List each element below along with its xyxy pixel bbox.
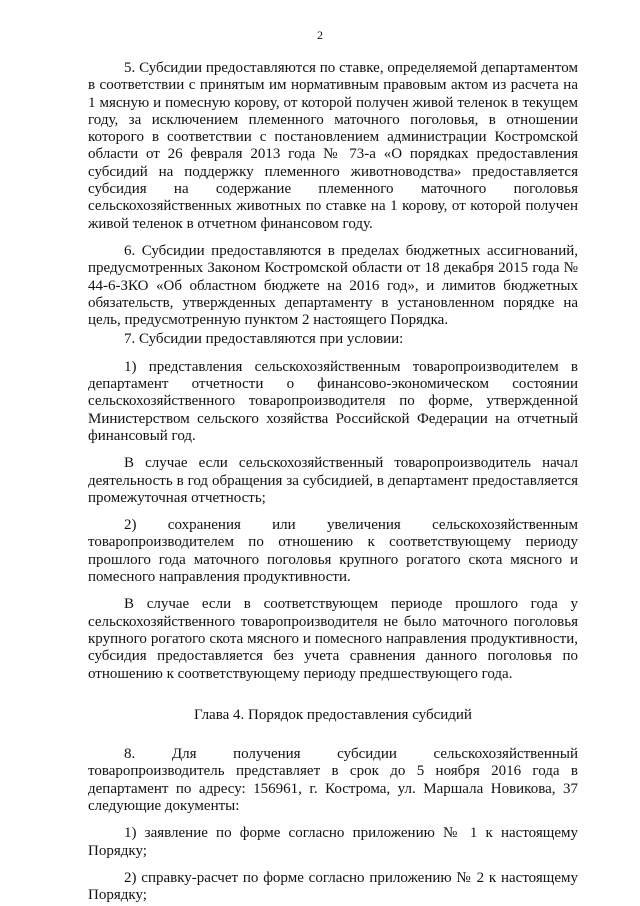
document-item-1: 1) заявление по форме согласно приложению № 1 к настоящему Порядку; <box>88 825 578 859</box>
condition-2: 2) сохранения или увеличения сельскохозяйственным товаропроизводителем по отношению к соответствующему периоду прошлого года маточного поголовья крупного рогатого скота мясного и помесного направления продуктивности. <box>88 517 578 586</box>
page-number: 2 <box>317 28 323 42</box>
condition-2-note: В случае если в соответствующем периоде прошлого года у сельскохозяйственного товаропроизводителя не было маточного поголовья крупного рогатого скота мясного и помесного направления продуктивности, субсидия предоставляется без учета сравнения данного поголовья по отношению к соответствующему периоду предшествующего года. <box>88 596 578 682</box>
condition-1: 1) представления сельскохозяйственным товаропроизводителем в департамент отчетности о финансово-экономическом состоянии сельскохозяйственного товаропроизводителя по форме, утвержденной Министерством сельского хозяйства Российской Федерации на отчетный финансовый год. <box>88 358 578 444</box>
document-body <box>88 60 578 906</box>
chapter-heading: Глава 4. Порядок предоставления субсидий <box>194 706 472 723</box>
paragraph-8: 8. Для получения субсидии сельскохозяйственный товаропроизводитель представляет в срок до 5 ноября 2016 года в департамент по адресу: 156961, г. Кострома, ул. Маршала Новикова, 37 следующие документы: <box>88 746 578 814</box>
paragraph-5: 5. Субсидии предоставляются по ставке, определяемой департаментом в соответствии с принятым им нормативным правовым актом из расчета на 1 мясную и помесную корову, от которой получен живой теленок в текущем году, за исключением племенного маточного поголовья, в отношении которого в соответствии с постановлением администрации Костромской области от 26 февраля 2013 года № 73-а «О порядках предоставления субсидий на поддержку племенного животноводства» предоставляется субсидия на содержание племенного маточного поголовья сельскохозяйственных животных по ставке на 1 корову, от которой получен живой теленок в отчетном финансовом году. <box>88 60 578 232</box>
condition-1-note: В случае если сельскохозяйственный товаропроизводитель начал деятельность в год обращения за субсидией, в департамент предоставляется промежуточная отчетность; <box>88 455 578 506</box>
paragraph-7: 7. Субсидии предоставляются при условии: <box>124 331 404 348</box>
paragraph-6: 6. Субсидии предоставляются в пределах бюджетных ассигнований, предусмотренных Законом Костромской области от 18 декабря 2015 года № 44-6-ЗКО «Об областном бюджете на 2016 год», и лимитов бюджетных обязательств, утвержденных департаменту в установленном порядке на цель, предусмотренную пунктом 2 настоящего Порядка. <box>88 242 578 329</box>
document-item-2: 2) справку-расчет по форме согласно приложению № 2 к настоящему Порядку; <box>88 869 578 904</box>
